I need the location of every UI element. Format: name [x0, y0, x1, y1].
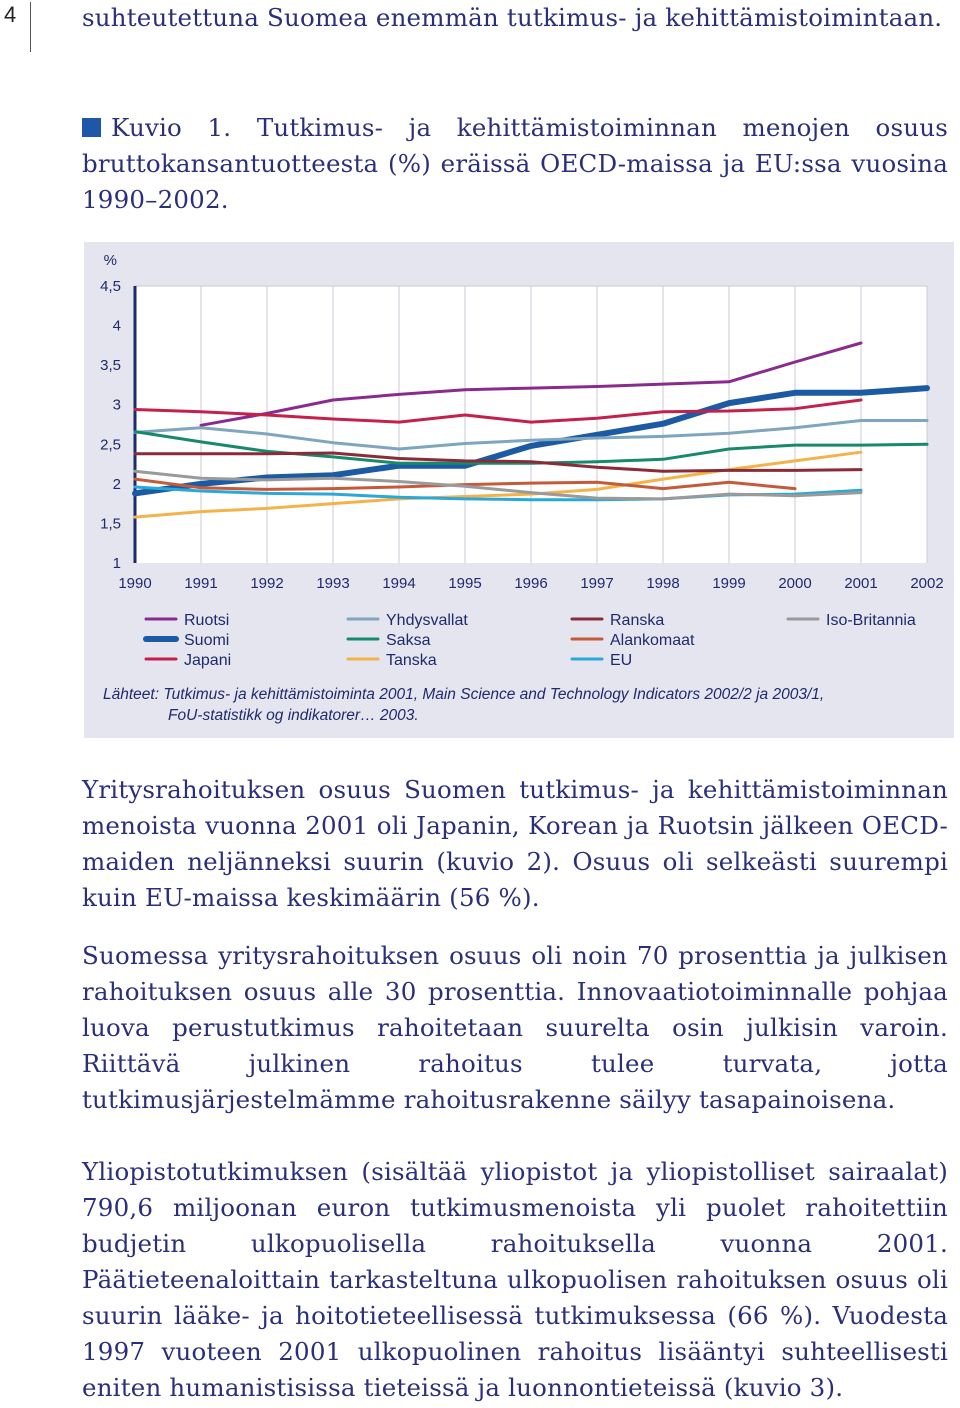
source-line-2: FoU-statistikk og indikatorer… 2003. [168, 707, 419, 724]
x-tick-label: 1999 [712, 575, 746, 592]
y-tick-label: 1 [112, 555, 121, 572]
x-tick-label: 1994 [382, 575, 416, 592]
legend-label: Iso-Britannia [826, 612, 916, 629]
y-tick-label: 1,5 [100, 515, 121, 533]
legend-label: Yhdysvallat [386, 612, 468, 629]
page-number: 4 [4, 2, 31, 52]
y-tick-label: 4,5 [100, 278, 121, 295]
y-tick-label: 2 [112, 475, 121, 493]
legend-label: Alankomaat [610, 632, 695, 649]
body-paragraph-2: Suomessa yritysrahoituksen osuus oli noin 70 prosenttia ja julkisen rahoituksen osuus alle 30 prosenttia. Innovaatiotoiminnalle pohjaa luova perustutkimus rahoitetaan suurelta osin julkisin varoin. Riittävä julkinen rahoitus tulee turvata, jotta tutkimusjärjestelmämme rahoitusrakenne säilyy tasapainoisena. [82, 941, 948, 1114]
x-tick-label: 1996 [514, 575, 548, 592]
x-tick-label: 1998 [646, 575, 680, 592]
source-line-1: Lähteet: Tutkimus- ja kehittämistoiminta 2001, Main Science and Technology Indicators 2002/2 ja 2003/1, [103, 686, 825, 703]
legend-label: EU [610, 652, 633, 669]
y-tick-label: 4 [112, 317, 121, 335]
line-chart [84, 242, 954, 738]
legend-label: Ruotsi [184, 612, 230, 629]
chart-panel [84, 242, 954, 738]
y-axis-unit-label: % [103, 252, 117, 269]
x-tick-label: 2000 [778, 575, 812, 592]
x-tick-label: 1995 [448, 575, 482, 592]
caption-text: Kuvio 1. Tutkimus- ja kehittämistoiminnan menojen osuus bruttokansantuotteesta (%) eräissä OECD-maissa ja EU:ssa vuosina 1990–2002. [82, 113, 948, 214]
y-tick-label: 2,5 [100, 436, 121, 454]
x-tick-label: 1992 [250, 575, 284, 592]
y-tick-label: 3 [112, 396, 121, 414]
legend-label: Suomi [184, 632, 230, 649]
x-tick-label: 1993 [316, 575, 350, 592]
body-paragraph-3: Yliopistotutkimuksen (sisältää yliopistot ja yliopistolliset sairaalat) 790,6 miljoonan euron tutkimusmenoista yli puolet rahoitettiin budjetin ulkopuolisella rahoituksella vuonna 2001. Päätieteenaloittain tarkasteltuna ulkopuolisen rahoituksen osuus oli suurin lääke- ja hoitotieteellisessä tutkimuksessa (66 %). Vuodesta 1997 vuoteen 2001 ulkopuolinen rahoitus lisääntyi suhteellisesti eniten humanistisissa tieteissä ja luonnontieteissä (kuvio 3). [82, 1157, 948, 1402]
chart-grid [135, 286, 927, 563]
x-tick-label: 2001 [844, 575, 878, 592]
chart-legend [146, 612, 916, 669]
body-paragraph-1: Yritysrahoituksen osuus Suomen tutkimus- ja kehittämistoiminnan menoista vuonna 2001 oli Japanin, Korean ja Ruotsin jälkeen OECD-maiden neljänneksi suurin (kuvio 2). Osuus oli selkeästi suurempi kuin EU-maissa keskimäärin (56 %). [82, 775, 948, 912]
x-tick-label: 1991 [184, 575, 218, 592]
caption-square-icon [82, 118, 101, 137]
legend-label: Saksa [386, 632, 431, 649]
legend-label: Ranska [610, 612, 665, 629]
x-tick-label: 1997 [580, 575, 614, 592]
intro-paragraph: suhteutettuna Suomea enemmän tutkimus- ja kehittämistoimintaan. [82, 3, 943, 32]
figure-caption [82, 110, 948, 218]
legend-label: Japani [184, 652, 232, 669]
x-tick-label: 2002 [910, 575, 944, 592]
y-tick-label: 3,5 [100, 357, 121, 375]
legend-label: Tanska [386, 652, 437, 669]
x-tick-label: 1990 [118, 575, 152, 592]
